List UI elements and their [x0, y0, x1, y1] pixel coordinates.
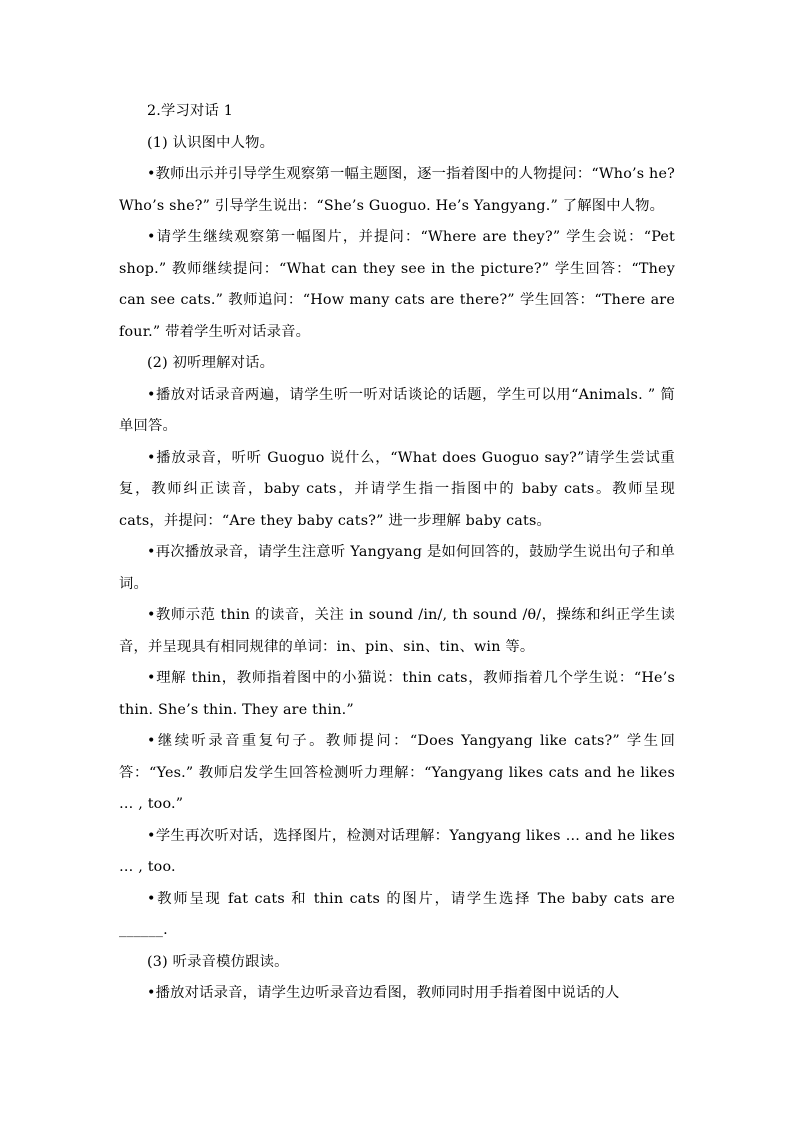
bullet-paragraph: •教师示范 thin 的读音，关注 in sound /in/, th sound /θ/，操练和纠正学生读音，并呈现具有相同规律的单词：in、pin、sin、tin、win 等。 — [119, 607, 675, 655]
bullet-paragraph: •播放录音，听听 Guoguo 说什么，“What does Guoguo say?”请学生尝试重复，教师纠正读音，baby cats，并请学生指一指图中的 baby cats。教师呈现 cats，并提问：“Are they baby cats?” 进一步理解 baby cats。 — [119, 449, 675, 529]
step-heading: (3) 听录音模仿跟读。 — [147, 953, 289, 970]
bullet-paragraph: •教师出示并引导学生观察第一幅主题图，逐一指着图中的人物提问：“Who’s he? Who’s she?” 引导学生说出：“She’s Guoguo. He’s Yangyang.” 了解图中人物。 — [119, 166, 675, 214]
bullet-paragraph: •播放对话录音，请学生边听录音边看图，教师同时用手指着图中说话的人 — [147, 985, 620, 1001]
bullet-paragraph: •再次播放录音，请学生注意听 Yangyang 是如何回答的，鼓励学生说出句子和单词。 — [119, 544, 675, 592]
step-heading: (2) 初听理解对话。 — [147, 355, 275, 371]
bullet-paragraph: •理解 thin，教师指着图中的小猫说：thin cats，教师指着几个学生说：“He’s thin. She’s thin. They are thin.” — [119, 670, 675, 718]
section-heading: 2.学习对话 1 — [147, 103, 234, 119]
bullet-paragraph: •学生再次听对话，选择图片，检测对话理解：Yangyang likes … and he likes … , too. — [119, 827, 675, 875]
bullet-paragraph: •请学生继续观察第一幅图片，并提问：“Where are they?” 学生会说：“Pet shop.” 教师继续提问：“What can they see in the picture?” 学生回答：“They can see cats.” 教师追问：“How many cats are there?” 学生回答：“There are four.” 带着学生听对话录音。 — [119, 229, 675, 340]
bullet-paragraph: •继续听录音重复句子。教师提问：“Does Yangyang like cats?” 学生回答：“Yes.” 教师启发学生回答检测听力理解：“Yangyang likes cats and he likes … , too.” — [119, 733, 675, 812]
document-body — [119, 96, 675, 1010]
bullet-paragraph: •播放对话录音两遍，请学生听一听对话谈论的话题，学生可以用“Animals. ” 简单回答。 — [119, 386, 675, 434]
bullet-paragraph: •教师呈现 fat cats 和 thin cats 的图片，请学生选择 The baby cats are ______. — [119, 890, 675, 938]
step-heading: (1) 认识图中人物。 — [147, 134, 275, 151]
